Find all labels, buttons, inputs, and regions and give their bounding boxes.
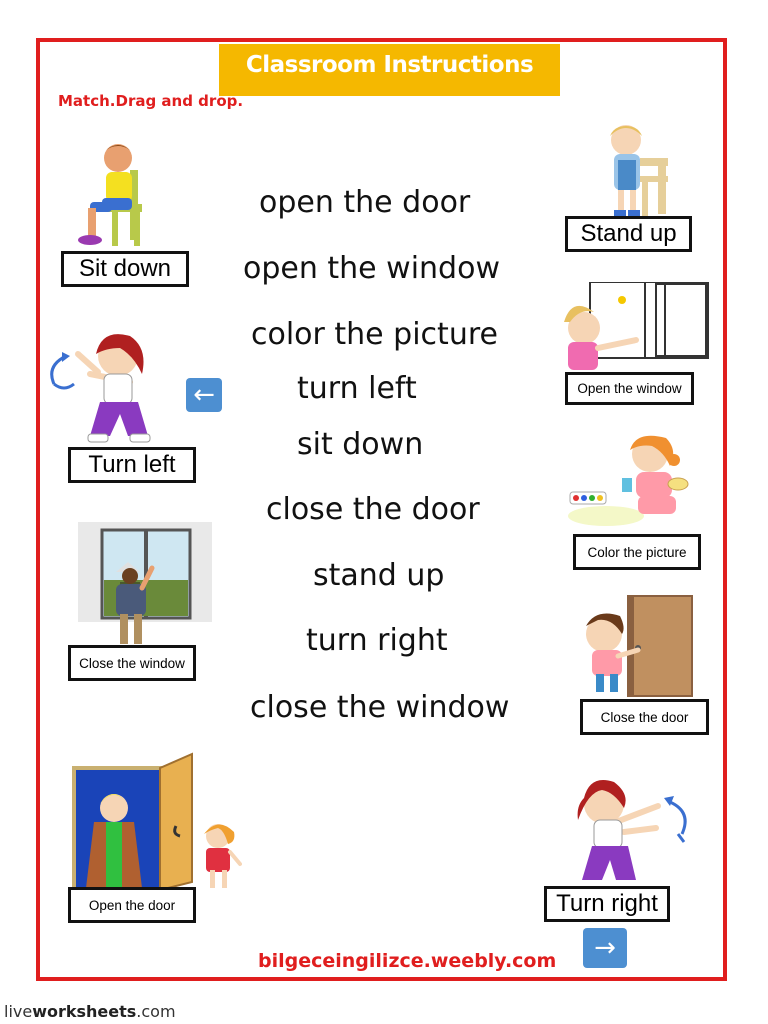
phrase-color-the-picture[interactable]: color the picture	[251, 317, 498, 352]
label-close-the-window[interactable]: Close the window	[68, 645, 196, 681]
girl-turning-right-picture	[566, 776, 698, 886]
title-banner	[219, 44, 560, 96]
phrase-turn-left[interactable]: turn left	[297, 371, 417, 406]
label-close-the-door[interactable]: Close the door	[580, 699, 709, 735]
phrase-open-the-door[interactable]: open the door	[259, 185, 471, 220]
brand-prefix: live	[4, 1002, 33, 1021]
girl-closing-door-picture	[582, 594, 694, 698]
phrase-open-the-window[interactable]: open the window	[243, 251, 500, 286]
right-arrow-icon: →	[583, 928, 627, 968]
footer-url[interactable]: bilgeceingilizce.weebly.com	[258, 950, 557, 972]
brand-suffix: .com	[136, 1002, 176, 1021]
label-stand-up[interactable]: Stand up	[565, 216, 692, 252]
girl-turning-left-picture	[44, 326, 160, 448]
brand-bold: worksheets	[32, 1002, 137, 1021]
phrase-sit-down[interactable]: sit down	[297, 427, 424, 462]
label-open-the-window[interactable]: Open the window	[565, 372, 694, 405]
girl-opening-window-picture	[560, 282, 712, 372]
instruction-text: Match.Drag and drop.	[58, 92, 244, 110]
man-closing-window-picture	[78, 522, 212, 644]
label-turn-right[interactable]: Turn right	[544, 886, 670, 922]
liveworksheets-logo	[4, 1002, 176, 1021]
phrase-stand-up[interactable]: stand up	[313, 558, 445, 593]
girl-standing-picture	[598, 118, 676, 220]
label-sit-down[interactable]: Sit down	[61, 251, 189, 287]
label-open-the-door[interactable]: Open the door	[68, 887, 196, 923]
phrase-close-the-window[interactable]: close the window	[250, 690, 510, 725]
opening-door-picture	[72, 752, 242, 892]
phrase-turn-right[interactable]: turn right	[306, 623, 448, 658]
page-title: Classroom Instructions	[245, 52, 534, 78]
boy-sitting-picture	[72, 138, 168, 250]
phrase-close-the-door[interactable]: close the door	[266, 492, 480, 527]
label-turn-left[interactable]: Turn left	[68, 447, 196, 483]
girl-coloring-picture	[566, 432, 692, 532]
label-color-the-picture[interactable]: Color the picture	[573, 534, 701, 570]
left-arrow-icon: ←	[186, 378, 222, 412]
